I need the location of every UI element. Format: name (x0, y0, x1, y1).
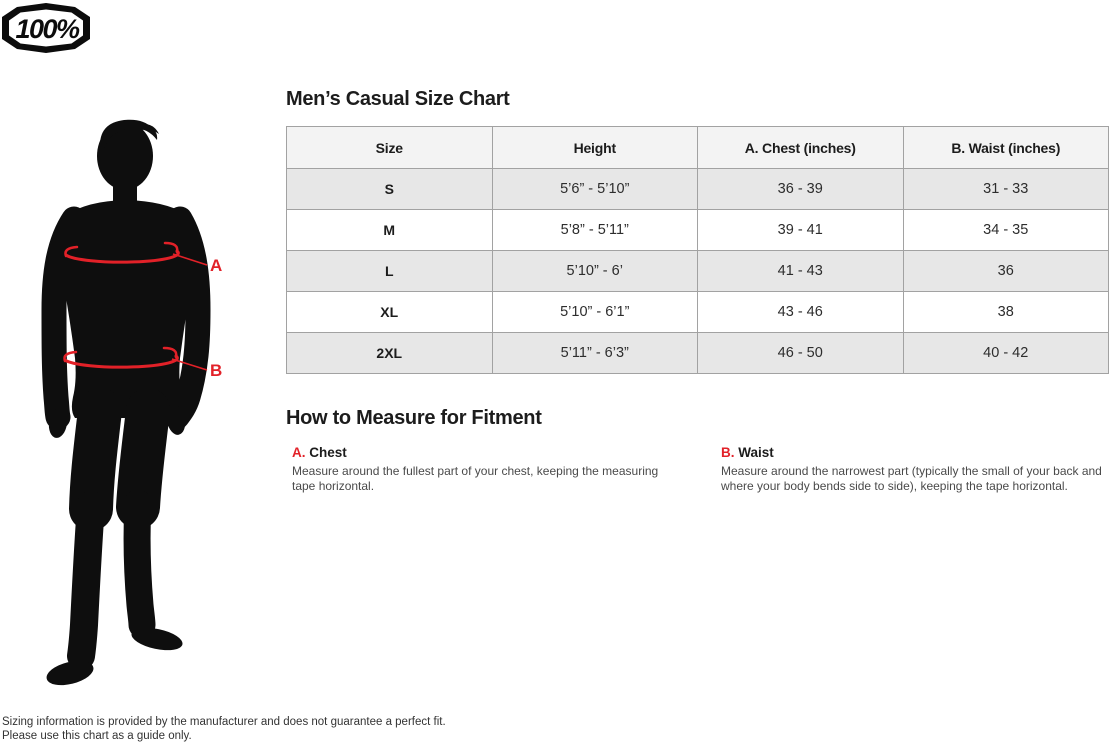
disclaimer-line-2: Please use this chart as a guide only. (2, 730, 192, 742)
measure-name-chest: Chest (309, 445, 347, 460)
column-header-waist: B. Waist (inches) (903, 127, 1109, 169)
cell-size: M (287, 210, 493, 251)
cell-chest: 43 - 46 (698, 292, 904, 333)
size-chart-table (286, 126, 1109, 374)
cell-size: XL (287, 292, 493, 333)
table-header-row (287, 127, 1109, 169)
column-header-size: Size (287, 127, 493, 169)
measure-item-title (721, 445, 1109, 460)
cell-height: 5’6” - 5’10” (492, 169, 698, 210)
measure-item-title (292, 445, 715, 460)
logo-text: 100% (15, 14, 79, 44)
measure-description-chest: Measure around the fullest part of your chest, keeping the measuring tape horizontal. (292, 464, 659, 493)
table-row-s (287, 169, 1109, 210)
brand-logo-100percent-icon (2, 3, 90, 53)
measure-description-waist: Measure around the narrowest part (typically the small of your back and where your body bends side to side), keeping the tape horizontal. (721, 464, 1102, 493)
chest-label-a: A (210, 256, 223, 275)
table-row-l (287, 251, 1109, 292)
measure-item-chest (286, 445, 715, 494)
cell-size: 2XL (287, 333, 493, 374)
page-title: Men’s Casual Size Chart (286, 88, 510, 110)
cell-chest: 36 - 39 (698, 169, 904, 210)
cell-size: L (287, 251, 493, 292)
cell-chest: 46 - 50 (698, 333, 904, 374)
male-silhouette-figure (30, 115, 240, 690)
main-content (286, 88, 1109, 494)
disclaimer-line-1: Sizing information is provided by the manufacturer and does not guarantee a perfect fit. (2, 716, 446, 728)
measure-item-waist (715, 445, 1109, 494)
table-row-xl (287, 292, 1109, 333)
cell-waist: 36 (903, 251, 1109, 292)
cell-waist: 31 - 33 (903, 169, 1109, 210)
measure-section-heading: How to Measure for Fitment (286, 407, 542, 429)
cell-height: 5’10” - 6’ (492, 251, 698, 292)
waist-label-b: B (210, 361, 223, 380)
column-header-height: Height (492, 127, 698, 169)
cell-height: 5’8” - 5’11” (492, 210, 698, 251)
cell-chest: 39 - 41 (698, 210, 904, 251)
measure-letter-a: A. (292, 445, 306, 460)
cell-waist: 38 (903, 292, 1109, 333)
measure-instructions (286, 445, 1109, 494)
cell-height: 5’10” - 6’1” (492, 292, 698, 333)
cell-size: S (287, 169, 493, 210)
table-row-2xl (287, 333, 1109, 374)
column-header-chest: A. Chest (inches) (698, 127, 904, 169)
cell-chest: 41 - 43 (698, 251, 904, 292)
table-row-m (287, 210, 1109, 251)
cell-waist: 40 - 42 (903, 333, 1109, 374)
cell-height: 5’11” - 6’3” (492, 333, 698, 374)
disclaimer-footer (2, 715, 446, 742)
measure-letter-b: B. (721, 445, 735, 460)
male-body-silhouette (44, 120, 198, 690)
cell-waist: 34 - 35 (903, 210, 1109, 251)
measure-name-waist: Waist (738, 445, 774, 460)
